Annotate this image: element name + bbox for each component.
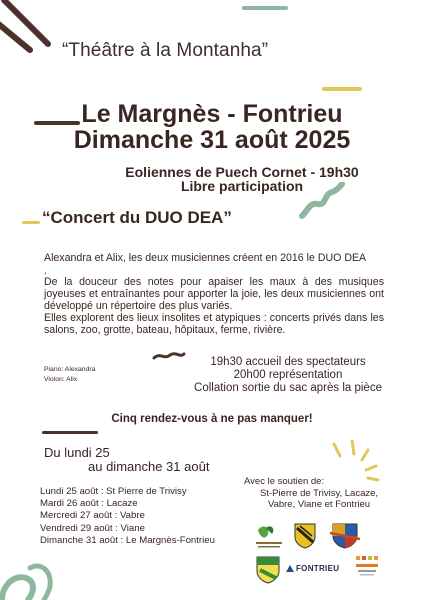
participation-note: Libre participation <box>180 178 304 194</box>
list-item: Mercredi 27 août : Vabre <box>40 510 145 522</box>
description-paragraph-1: De la douceur des notes pour apaiser les maux à des musiques joyeuses et entraînantes pour apporter la joie, les deux musiciennes ont développé un répertoire des plus variés. <box>44 276 384 312</box>
credit-piano: Piano: Alexandra <box>44 366 96 373</box>
lacaze-coat-of-arms-icon <box>294 523 316 549</box>
schedule-line: Collation sortie du sac après la pièce <box>194 382 382 394</box>
event-place: Le Margnès - Fontrieu <box>81 100 343 128</box>
intro-dot: . <box>44 264 47 277</box>
list-item: Dimanche 31 août : Le Margnès-Fontrieu <box>40 534 215 546</box>
intro-line: Alexandra et Alix, les deux musiciennes créent en 2016 le DUO DEA <box>44 252 367 264</box>
series-title: “Théâtre à la Montanha” <box>62 40 269 61</box>
yellow-sunburst <box>326 440 396 490</box>
support-places <box>234 488 404 510</box>
schedule-line: 19h30 accueil des spectateurs <box>210 356 366 368</box>
description-paragraph-2: Elles explorent des lieux insolites et atypiques : concerts privés dans les salons, zoo, grotte, bateau, hôpitaux, ferme, rivière. <box>44 312 384 336</box>
list-item: Mardi 26 août : Lacaze <box>40 498 138 510</box>
rdv-headline: Cinq rendez-vous à ne pas manquer! <box>111 413 313 425</box>
period-to: au dimanche 31 août <box>88 459 210 474</box>
green-dash-top <box>242 6 288 10</box>
brush-stroke-top-left <box>0 0 60 70</box>
list-item: Vendredi 29 août : Viane <box>40 522 145 534</box>
musician-credits <box>44 365 95 385</box>
tour-dates-list <box>40 486 215 547</box>
green-swirl-bottom-left <box>0 556 60 600</box>
viane-coat-of-arms-icon <box>256 556 280 584</box>
support-line: St-Pierre de Trivisy, Lacaze, <box>259 488 379 499</box>
vabre-coat-of-arms-icon <box>330 523 360 549</box>
yellow-dash-top-right <box>322 87 362 91</box>
support-title: Avec le soutien de: <box>244 476 325 487</box>
description-text <box>44 276 384 336</box>
period-from: Du lundi 25 <box>44 445 110 460</box>
event-date: Dimanche 31 août 2025 <box>73 126 351 154</box>
yellow-dash-mid <box>22 221 40 224</box>
fontrieu-logo-icon <box>286 565 294 573</box>
brown-dash-lower <box>42 431 98 434</box>
apart-logo-icon <box>352 554 382 582</box>
st-pierre-logo-icon <box>254 524 284 550</box>
venue-time: Eoliennes de Puech Cornet - 19h30 <box>125 164 359 180</box>
list-item: Lundi 25 août : St Pierre de Trivisy <box>40 486 187 497</box>
credit-violin: Violon: Alix <box>44 376 78 383</box>
schedule-line: 20h00 représentation <box>233 369 343 381</box>
support-line: Vabre, Viane et Fontrieu <box>267 499 371 510</box>
fontrieu-logo-text: FONTRIEU <box>296 564 340 573</box>
evening-schedule <box>168 356 408 395</box>
intro-text <box>44 252 384 277</box>
concert-title: “Concert du DUO DEA” <box>42 208 232 227</box>
